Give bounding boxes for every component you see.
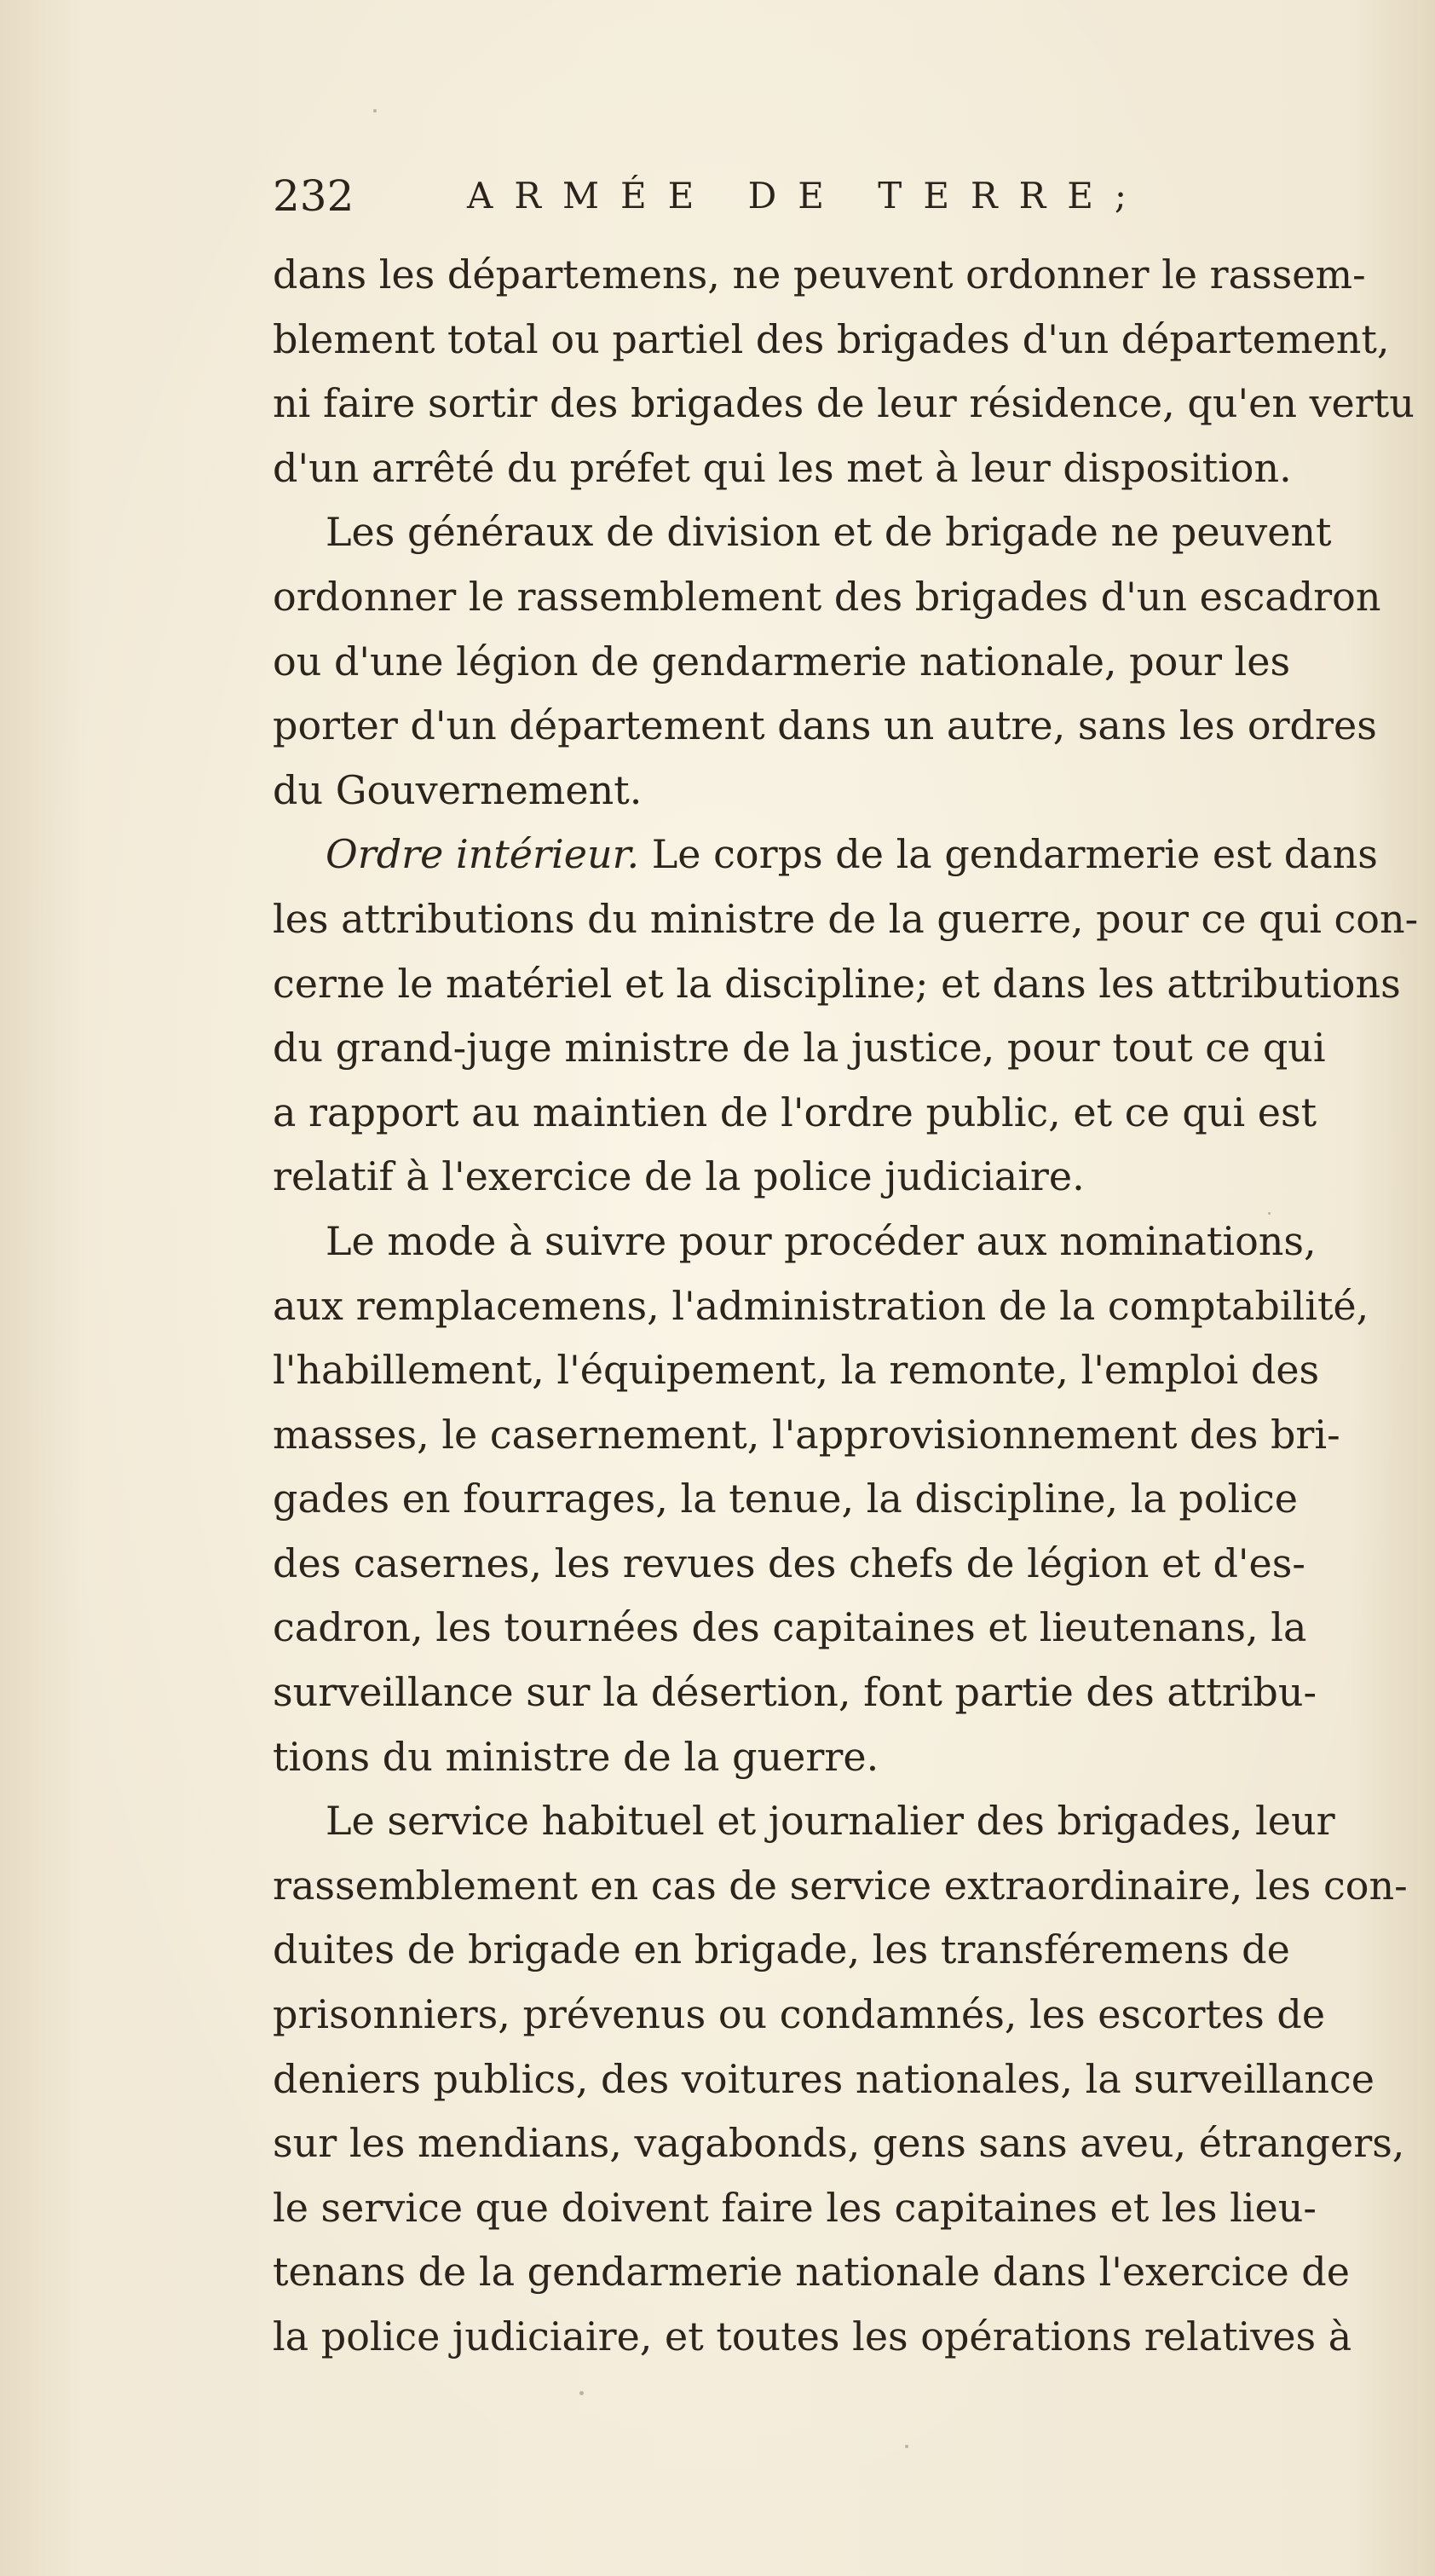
running-head: ARMÉE DE TERRE;: [467, 175, 1149, 217]
page-header: [273, 166, 1236, 226]
paper-speck: [373, 109, 377, 113]
text-line: dans les départemens, ne peuvent ordonner le rassem-: [273, 251, 1366, 297]
paragraph-4: [273, 1210, 1369, 1789]
text-line: d'un arrêté du préfet qui les met à leur disposition.: [273, 444, 1292, 491]
paragraph-2: [273, 500, 1381, 823]
text-line: des casernes, les revues des chefs de légion et d'es-: [273, 1539, 1305, 1586]
text-line: l'habillement, l'équipement, la remonte, l'emploi des: [273, 1347, 1320, 1394]
text-line: rassemblement en cas de service extraordinaire, les con-: [273, 1862, 1408, 1909]
body-text: [273, 243, 1419, 2370]
text-line: les attributions du ministre de la guerre, pour ce qui con-: [273, 895, 1419, 942]
paper-speck: [579, 2391, 584, 2395]
text-line: tenans de la gendarmerie nationale dans l'exercice de: [273, 2249, 1350, 2296]
text-line: du Gouvernement.: [273, 766, 643, 813]
text-line: Le service habituel et journalier des brigades, leur: [326, 1798, 1335, 1845]
text-line: [273, 823, 1378, 887]
text-line: Le mode à suivre pour procéder aux nominations,: [326, 1217, 1317, 1264]
text-line: Les généraux de division et de brigade ne peuvent: [326, 509, 1332, 556]
text-line: ordonner le rassemblement des brigades d'un escadron: [273, 573, 1381, 620]
text-line: du grand-juge ministre de la justice, pour tout ce qui: [273, 1025, 1326, 1071]
text-line: cerne le matériel et la discipline; et dans les attributions: [273, 960, 1401, 1007]
text-line: relatif à l'exercice de la police judiciaire.: [273, 1153, 1085, 1200]
text-line-rest: Le corps de la gendarmerie est dans: [639, 831, 1378, 878]
text-line: sur les mendians, vagabonds, gens sans aveu, étrangers,: [273, 2120, 1405, 2167]
text-line: duites de brigade en brigade, les transféremens de: [273, 1926, 1290, 1973]
text-line: porter d'un département dans un autre, sans les ordres: [273, 702, 1377, 749]
text-line: gades en fourrages, la tenue, la discipline, la police: [273, 1476, 1298, 1522]
text-line: deniers publics, des voitures nationales, la surveillance: [273, 2055, 1374, 2102]
text-line: prisonniers, prévenus ou condamnés, les escortes de: [273, 1991, 1326, 2038]
page-number: 232: [273, 171, 354, 221]
text-line: masses, le casernement, l'approvisionnement des bri-: [273, 1411, 1340, 1458]
paragraph-5: [273, 1789, 1408, 2369]
text-line: tions du ministre de la guerre.: [273, 1733, 879, 1780]
paper-speck: [905, 2445, 908, 2448]
section-lead: Ordre intérieur.: [326, 831, 640, 878]
text-line: ou d'une légion de gendarmerie nationale, pour les: [273, 638, 1291, 684]
text-line: blement total ou partiel des brigades d'un département,: [273, 315, 1390, 362]
text-line: ni faire sortir des brigades de leur résidence, qu'en vertu: [273, 380, 1415, 427]
paper-speck: [1268, 1212, 1271, 1215]
paragraph-3: [273, 823, 1419, 1210]
text-line: surveillance sur la désertion, font partie des attribu-: [273, 1669, 1317, 1716]
text-line: aux remplacemens, l'administration de la comptabilité,: [273, 1282, 1369, 1329]
text-line: la police judiciaire, et toutes les opérations relatives à: [273, 2313, 1352, 2359]
paragraph-1: [273, 243, 1415, 500]
text-line: cadron, les tournées des capitaines et lieutenans, la: [273, 1604, 1307, 1651]
text-line: a rapport au maintien de l'ordre public, et ce qui est: [273, 1089, 1317, 1135]
text-line: le service que doivent faire les capitaines et les lieu-: [273, 2184, 1317, 2231]
